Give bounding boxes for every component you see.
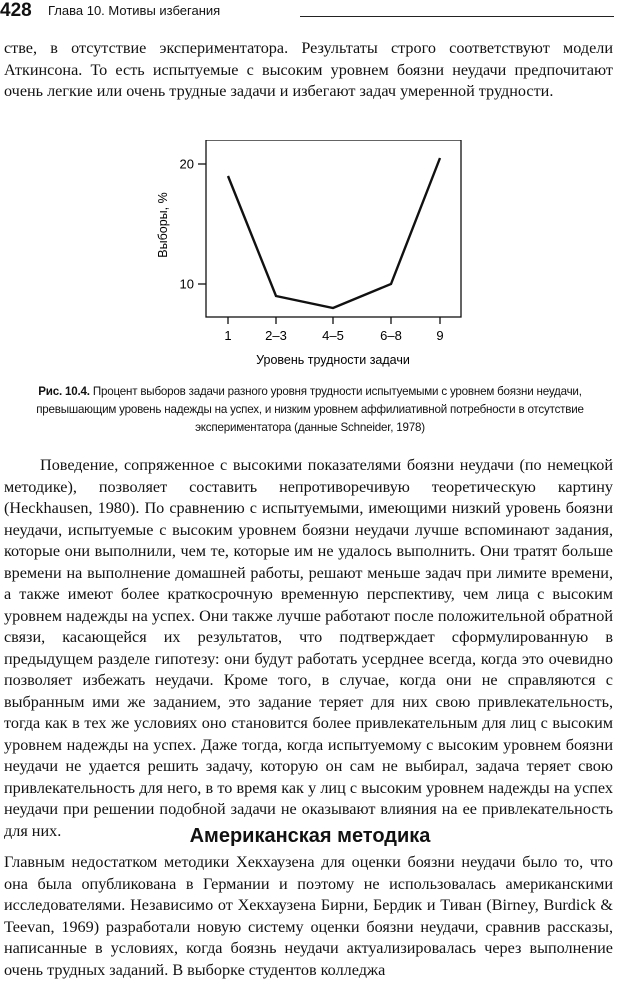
running-head: Глава 10. Мотивы избегания: [48, 3, 221, 18]
x-ticks: [224, 317, 443, 343]
caption-label: Рис. 10.4.: [38, 385, 90, 398]
x-tick-label: 2–3: [265, 328, 287, 343]
figure-10-4: [0, 140, 620, 440]
y-tick-label: 10: [179, 276, 194, 292]
paragraph-3: Главным недостатком методики Хекхаузена для оценки боязни неудачи было то, что она была опубликована в Германии и поэтому не использовалась американскими исследователями. Независимо от Хекхаузена Бирни, Бердик и Тиван (Birney, Burdick & Teevan, 1969) разработали новую систему оценки боязни неудачи, сравнив рассказы, написанные в условиях, когда боязнь неудачи актуализировалась через выполнение очень трудных заданий. В выборке студентов колледжа: [4, 853, 613, 979]
y-ticks: [180, 157, 206, 292]
x-tick-label: 6–8: [380, 328, 402, 343]
section-heading: Американская методика: [189, 825, 431, 847]
y-tick-label: 20: [179, 156, 194, 172]
series-line: [228, 158, 440, 308]
figure-caption: [30, 383, 590, 437]
paragraph-2: Поведение, сопряженное с высокими показателями боязни неудачи (по немецкой методике), позволяет составить непротиворечивую теоретическую картину (Heckhausen, 1980). По сравнению с испытуемыми, имеющими низкий уровень боязни неудачи, испытуемые с высоким уровнем боязни неудачи лучше вспоминают задания, которые они выполнили, чем те, которые им не удалось выполнить. Они тратят больше времени на выполнение домашней работы, решают меньше задач при лимите времени, а также имеют более краткосрочную временную перспективу, чем лица с высоким уровнем надежды на успех. Они также лучше работают после положительной обратной связи, касающейся их результатов, что подтверждает сформулированную в предыдущем разделе гипотезу: они будут работать усерднее всегда, когда это очевидно позволяет избежать неудачи. Кроме того, в случае, когда они не справляются с выбранным ими же заданием, это задание теряет для них свою привлекательность, тогда как в тех же условиях оно становится более привлекательным для лиц с высоким уровнем надежды на успех. Даже тогда, когда испытуемому с высоким уровнем боязни неудачи не удается решить задачу, которую он сам не выбирал, задача теряет свою привлекательность для него, в то время как у лиц с высоким уровнем надежды на успех неудачи при решении подобной задачи не оказывают влияния на ее привлекательность для них.: [4, 456, 613, 840]
paragraph-1: стве, в отсутствие экспериментатора. Результаты строго соответствуют модели Аткинсона. То есть испытуемые с высоким уровнем боязни неудачи предпочитают очень легкие или очень трудные задачи и избегают задач умеренной трудности.: [4, 39, 613, 100]
caption-text: Процент выборов задачи разного уровня трудности испытуемыми с уровнем боязни неудачи, превышающим уровень надежды на успех, и низким уровнем аффилиативной потребности в отсутствие экспериментатора (данные Schneider, 1978): [36, 385, 584, 434]
header-rule: [300, 16, 614, 17]
x-axis-label: Уровень трудности задачи: [256, 353, 410, 367]
page-number: 428: [0, 0, 32, 21]
plot-frame: [206, 140, 461, 317]
x-tick-label: 9: [436, 328, 444, 343]
x-tick-label: 1: [224, 328, 232, 343]
line-chart: [0, 140, 620, 380]
y-axis-label: Выборы, %: [156, 192, 170, 258]
page-header: [0, 0, 620, 24]
x-tick-label: 4–5: [322, 328, 344, 343]
